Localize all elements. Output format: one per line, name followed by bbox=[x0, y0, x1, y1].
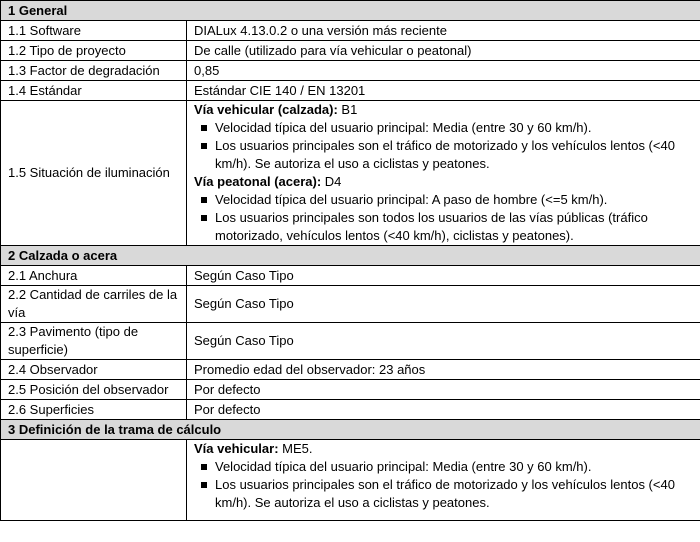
bullet-square-icon bbox=[201, 197, 207, 203]
section-title: 1 General bbox=[1, 1, 700, 21]
bullet-text: Los usuarios principales son el tráfico de motorizado y los vehículos lentos (<40 km/h). Se autoriza el uso a ciclistas y peatones. bbox=[215, 477, 675, 510]
table-row-pavimento bbox=[1, 323, 700, 360]
peatonal-bullet-list bbox=[194, 191, 700, 245]
row-value: Según Caso Tipo bbox=[187, 323, 700, 360]
bullet-text: Velocidad típica del usuario principal: Media (entre 30 y 60 km/h). bbox=[215, 120, 592, 135]
section-header-general bbox=[1, 1, 700, 21]
row-label: 1.3 Factor de degradación bbox=[1, 61, 187, 81]
row-value: Por defecto bbox=[187, 380, 700, 400]
table-row-anchura bbox=[1, 266, 700, 286]
table-row-situacion-iluminacion bbox=[1, 101, 700, 246]
trama-vehicular-title: Vía vehicular: bbox=[194, 441, 279, 456]
bullet-square-icon bbox=[201, 482, 207, 488]
list-item bbox=[194, 458, 700, 476]
row-value: Por defecto bbox=[187, 400, 700, 420]
peatonal-class: D4 bbox=[321, 174, 342, 189]
list-item bbox=[194, 191, 700, 209]
bullet-text: Velocidad típica del usuario principal: Media (entre 30 y 60 km/h). bbox=[215, 459, 592, 474]
row-label: 2.2 Cantidad de carriles de la vía bbox=[1, 286, 187, 323]
list-item bbox=[194, 137, 700, 173]
bullet-text: Los usuarios principales son todos los usuarios de las vías públicas (tráfico motorizado, vehículos lentos (<40 km/h), ciclistas y peatones). bbox=[215, 210, 648, 243]
bullet-square-icon bbox=[201, 464, 207, 470]
table-row-posicion-observador bbox=[1, 380, 700, 400]
table-row-carriles bbox=[1, 286, 700, 323]
row-value: Estándar CIE 140 / EN 13201 bbox=[187, 81, 700, 101]
vehicular-title: Vía vehicular (calzada): bbox=[194, 102, 338, 117]
row-value: De calle (utilizado para vía vehicular o peatonal) bbox=[187, 41, 700, 61]
bullet-text: Velocidad típica del usuario principal: A paso de hombre (<=5 km/h). bbox=[215, 192, 608, 207]
vehicular-class: B1 bbox=[337, 102, 358, 117]
section-title: 3 Definición de la trama de cálculo bbox=[1, 420, 700, 440]
list-item bbox=[194, 209, 700, 245]
vehicular-bullet-list bbox=[194, 119, 700, 173]
vehicular-heading bbox=[194, 101, 700, 119]
row-value bbox=[187, 440, 700, 521]
table-row-trama-vehicular bbox=[1, 440, 700, 521]
row-label: 1.5 Situación de iluminación bbox=[1, 101, 187, 246]
row-value: Promedio edad del observador: 23 años bbox=[187, 360, 700, 380]
trama-bullet-list bbox=[194, 458, 700, 512]
list-item bbox=[194, 119, 700, 137]
row-label: 1.1 Software bbox=[1, 21, 187, 41]
row-value: DIALux 4.13.0.2 o una versión más reciente bbox=[187, 21, 700, 41]
section-header-trama bbox=[1, 420, 700, 440]
trama-vehicular-heading bbox=[194, 440, 700, 458]
row-label: 2.5 Posición del observador bbox=[1, 380, 187, 400]
table-row-observador bbox=[1, 360, 700, 380]
row-value: Según Caso Tipo bbox=[187, 266, 700, 286]
bullet-text: Los usuarios principales son el tráfico de motorizado y los vehículos lentos (<40 km/h). Se autoriza el uso a ciclistas y peatones. bbox=[215, 138, 675, 171]
bullet-square-icon bbox=[201, 215, 207, 221]
row-label: 2.3 Pavimento (tipo de superficie) bbox=[1, 323, 187, 360]
list-item bbox=[194, 476, 700, 512]
row-label: 2.6 Superficies bbox=[1, 400, 187, 420]
row-value bbox=[187, 101, 700, 246]
row-label: 1.4 Estándar bbox=[1, 81, 187, 101]
row-label: 2.1 Anchura bbox=[1, 266, 187, 286]
table-row-tipo-proyecto bbox=[1, 41, 700, 61]
table-row-superficies bbox=[1, 400, 700, 420]
bullet-square-icon bbox=[201, 143, 207, 149]
table-row-software bbox=[1, 21, 700, 41]
table-row-estandar bbox=[1, 81, 700, 101]
peatonal-title: Vía peatonal (acera): bbox=[194, 174, 322, 189]
table-row-factor-degradacion bbox=[1, 61, 700, 81]
row-label: 1.2 Tipo de proyecto bbox=[1, 41, 187, 61]
bullet-square-icon bbox=[201, 125, 207, 131]
row-value: 0,85 bbox=[187, 61, 700, 81]
trama-vehicular-class: ME5. bbox=[278, 441, 313, 456]
peatonal-heading bbox=[194, 173, 700, 191]
row-label bbox=[1, 440, 187, 521]
section-header-calzada bbox=[1, 246, 700, 266]
row-label: 2.4 Observador bbox=[1, 360, 187, 380]
section-title: 2 Calzada o acera bbox=[1, 246, 700, 266]
row-value: Según Caso Tipo bbox=[187, 286, 700, 323]
